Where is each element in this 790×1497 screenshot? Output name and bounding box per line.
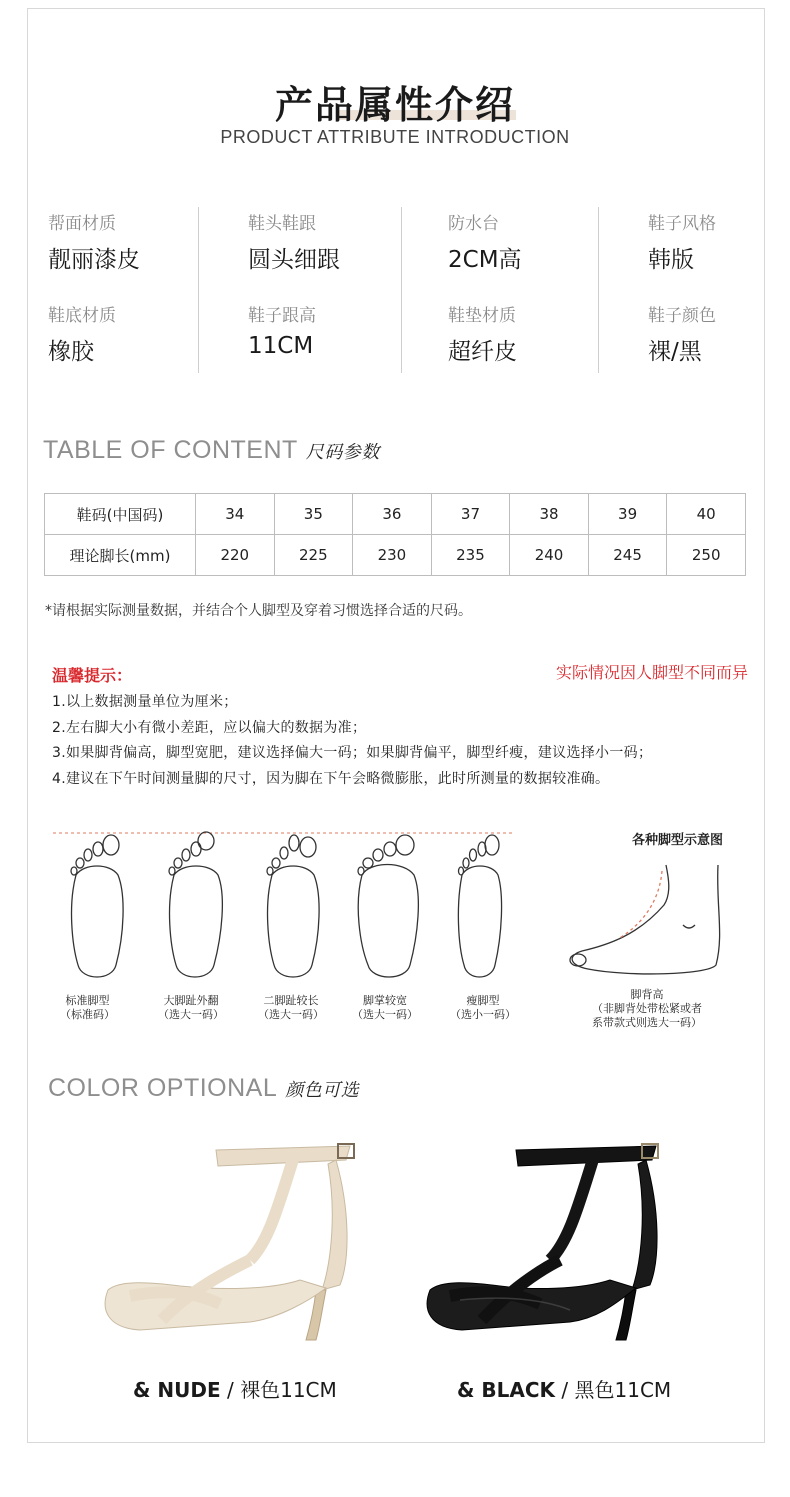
- table-cell: 37: [431, 494, 510, 535]
- size-note: *请根据实际测量数据，并结合个人脚型及穿着习惯选择合适的尺码。: [45, 603, 472, 619]
- attribute-divider: [198, 207, 199, 373]
- foot-types-side-title: 各种脚型示意图: [632, 833, 724, 848]
- table-cell: 225: [274, 535, 353, 576]
- foot-type-caption: [352, 994, 418, 1022]
- foot-icon-bunion: [169, 832, 222, 977]
- sandal-image-black: [420, 1140, 690, 1360]
- foot-type-name: 二脚趾较长: [263, 994, 319, 1007]
- attribute-value: 11CM: [248, 333, 314, 359]
- foot-type-caption: [60, 994, 115, 1022]
- size-section-title-cn: 尺码参数: [305, 442, 380, 462]
- table-row: [45, 535, 746, 576]
- size-section-heading: [43, 436, 380, 465]
- attribute-value: 圆头细跟: [248, 247, 340, 273]
- row-header: 鞋码(中国码): [45, 494, 196, 535]
- foot-icon-standard: [71, 835, 123, 977]
- foot-type-caption: [158, 994, 224, 1022]
- table-cell: 34: [196, 494, 275, 535]
- table-cell: 240: [510, 535, 589, 576]
- tips-title: 温馨提示：: [52, 666, 133, 685]
- table-cell: 40: [667, 494, 746, 535]
- table-cell: 35: [274, 494, 353, 535]
- attribute-value: 超纤皮: [448, 339, 517, 365]
- attribute-value: 橡胶: [48, 339, 94, 365]
- attribute-label: 帮面材质: [48, 214, 116, 234]
- color-option-name-cn: / 黑色11CM: [555, 1378, 672, 1402]
- foot-type-advice: （选大一码）: [258, 1008, 324, 1021]
- attribute-label: 鞋子风格: [648, 214, 716, 234]
- color-option-nude-caption: [133, 1374, 337, 1403]
- color-option-name-cn: / 裸色11CM: [220, 1378, 337, 1402]
- foot-outlines: [71, 832, 720, 977]
- foot-type-caption: [450, 994, 516, 1022]
- color-option-name-en: & NUDE: [133, 1378, 221, 1402]
- foot-type-name: 大脚趾外翻: [163, 994, 219, 1007]
- foot-icon-high-instep: [570, 865, 720, 974]
- color-section-title-cn: 颜色可选: [285, 1080, 360, 1100]
- attribute-value: 韩版: [648, 247, 694, 273]
- foot-type-side-caption: [592, 988, 702, 1030]
- tip-line: 3.如果脚背偏高，脚型宽肥，建议选择偏大一码；如果脚背偏平，脚型纤瘦，建议选择小一码；: [52, 745, 653, 761]
- table-row: [45, 494, 746, 535]
- foot-icon-slim-foot: [458, 835, 501, 977]
- side-caption-line: 系带款式则选大一码）: [592, 1016, 702, 1029]
- attribute-label: 鞋垫材质: [448, 306, 516, 326]
- attribute-value: 靓丽漆皮: [48, 247, 140, 273]
- attribute-value: 2CM高: [448, 247, 522, 273]
- sandal-image-nude: [100, 1140, 370, 1360]
- foot-type-advice: （选小一码）: [450, 1008, 516, 1021]
- foot-type-name: 瘦脚型: [466, 994, 500, 1007]
- table-cell: 245: [588, 535, 667, 576]
- tips-right-note: 实际情况因人脚型不同而异: [555, 663, 748, 682]
- foot-icon-wide-foot: [358, 835, 418, 977]
- attribute-label: 鞋底材质: [48, 306, 116, 326]
- foot-type-name: 标准脚型: [65, 994, 110, 1007]
- tip-line: 4.建议在下午时间测量脚的尺寸，因为脚在下午会略微膨胀，此时所测量的数据较准确。: [52, 771, 610, 787]
- color-option-black-caption: [457, 1374, 671, 1403]
- table-cell: 250: [667, 535, 746, 576]
- foot-types-illustration: [48, 825, 748, 985]
- side-caption-line: （非脚背处带松紧或者: [592, 1002, 702, 1015]
- page-subtitle: PRODUCT ATTRIBUTE INTRODUCTION: [220, 127, 570, 147]
- foot-icon-long-second-toe: [267, 835, 319, 977]
- page-title: 产品属性介绍: [274, 83, 515, 127]
- row-header: 理论脚长(mm): [45, 535, 196, 576]
- table-cell: 230: [353, 535, 432, 576]
- color-section-title-en: COLOR OPTIONAL: [48, 1074, 278, 1102]
- color-section-heading: [48, 1074, 359, 1103]
- foot-type-name: 脚掌较宽: [363, 994, 407, 1007]
- attribute-value: 裸/黑: [648, 339, 702, 365]
- color-option-name-en: & BLACK: [457, 1378, 556, 1402]
- size-table: [44, 493, 746, 576]
- table-cell: 220: [196, 535, 275, 576]
- size-section-title-en: TABLE OF CONTENT: [43, 436, 298, 464]
- attribute-label: 鞋子颜色: [648, 306, 716, 326]
- tip-line: 2.左右脚大小有微小差距，应以偏大的数据为准；: [52, 720, 367, 736]
- foot-type-advice: （选大一码）: [352, 1008, 418, 1021]
- attribute-label: 鞋子跟高: [248, 306, 316, 326]
- foot-type-advice: （标准码）: [60, 1008, 115, 1021]
- table-cell: 36: [353, 494, 432, 535]
- foot-type-advice: （选大一码）: [158, 1008, 224, 1021]
- attribute-label: 鞋头鞋跟: [248, 214, 316, 234]
- table-cell: 39: [588, 494, 667, 535]
- attribute-divider: [401, 207, 402, 373]
- side-caption-line: 脚背高: [630, 988, 664, 1001]
- attribute-divider: [598, 207, 599, 373]
- attribute-label: 防水台: [448, 214, 499, 234]
- foot-type-caption: [258, 994, 324, 1022]
- table-cell: 38: [510, 494, 589, 535]
- attribute-grid: [48, 205, 748, 373]
- tip-line: 1.以上数据测量单位为厘米；: [52, 694, 238, 710]
- table-cell: 235: [431, 535, 510, 576]
